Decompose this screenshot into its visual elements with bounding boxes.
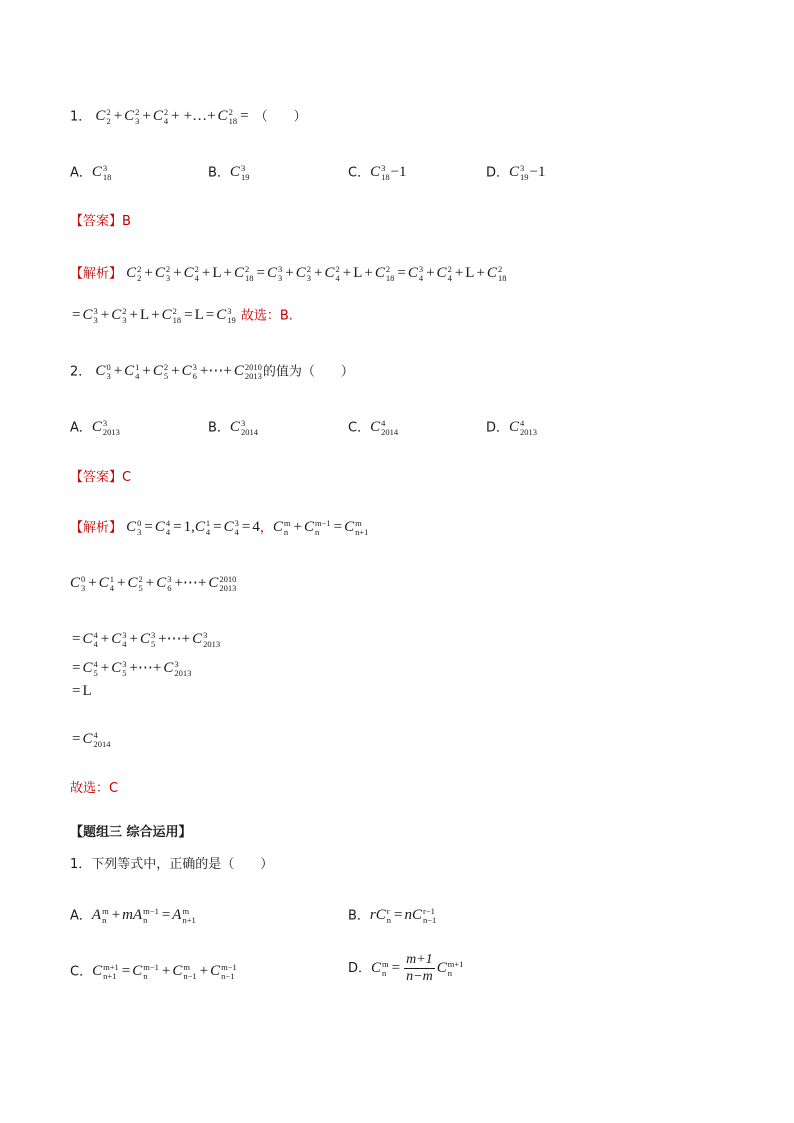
q3-text: 下列等式中，正确的是（ ）	[91, 857, 274, 872]
q2-analysis-line1	[70, 519, 369, 537]
q2-option-d[interactable]: D．C 4 2013	[486, 418, 538, 437]
answer-value: C	[122, 470, 132, 485]
q1-line	[70, 108, 307, 126]
q1-number: 1．	[70, 109, 92, 125]
section-title: 【题组三 综合运用】	[70, 825, 192, 840]
q1-conclusion: 故选：B.	[240, 308, 293, 324]
q2-answer	[70, 471, 131, 484]
q2-analysis-formula1: C 0 3 = C 4 4 = 1,C 1 4 = C 3 4 = 4	[126, 518, 260, 537]
q2-formula: C 0 3 + C 1 4 + C 2 5 + C 3 6 +⋯+ C 2010 2013	[95, 362, 262, 381]
q1-formula: C 2 2 + C 2 3 + C 2 4 + +…+ C 2 18 =	[95, 107, 249, 126]
q2-conclusion: 故选：C	[70, 781, 119, 796]
q2-suffix: 的值为（ ）	[262, 364, 354, 380]
q1-answer	[70, 215, 131, 228]
q2-number: 2．	[70, 364, 92, 380]
q2-analysis-line5: = L	[72, 683, 92, 699]
q1-option-a[interactable]: A．C 3 18	[70, 163, 112, 182]
answer-tag: 【答案】	[70, 470, 123, 485]
q2-option-b[interactable]: B．C 3 2014	[208, 418, 258, 437]
q3-option-d[interactable]: D．C m n = $\frac{m+1}{n-m}$ C m+1 n	[348, 952, 464, 984]
q3-number: 1．	[70, 857, 92, 872]
analysis-tag: 【解析】	[70, 520, 123, 536]
q3-line	[70, 858, 273, 871]
q2-analysis-identity: C m n + C m−1 n = C m n+1	[272, 518, 369, 537]
q2-analysis-line3: = C 4 4 + C 3 4 + C 3 5 +⋯+ C 3 2013	[72, 630, 221, 649]
analysis-tag: 【解析】	[70, 266, 123, 282]
q1-analysis-line2	[70, 307, 293, 325]
q2-line	[70, 363, 354, 381]
q1-analysis-formula1: C 2 2 + C 2 3 + C 2 4 + L + C 2 18 = C 3 3 + C 2 3 + C 2 4 + L + C 2 18 = C 3 4 + C 2 4 + L + C 2 18	[126, 264, 507, 283]
q3-option-a[interactable]: A．A m n + mA m−1 n = A m n+1	[70, 906, 196, 925]
q3-option-b[interactable]: B．rC r n = nC r−1 n−1	[348, 906, 437, 925]
answer-value: B	[122, 214, 131, 229]
q1-option-b[interactable]: B．C 3 19	[208, 163, 250, 182]
q2-option-c[interactable]: C．C 4 2014	[348, 418, 399, 437]
q1-option-d[interactable]: D．C 3 19 −1	[486, 163, 546, 182]
q2-analysis-line2: C 0 3 + C 1 4 + C 2 5 + C 3 6 +⋯+ C 2010 2013	[70, 574, 237, 593]
comma: ，	[259, 520, 273, 536]
q2-analysis-line6: = C 4 2014	[72, 730, 111, 749]
q2-option-a[interactable]: A．C 3 2013	[70, 418, 120, 437]
q1-option-c[interactable]: C．C 3 18 −1	[348, 163, 407, 182]
q2-analysis-line4: = C 4 5 + C 3 5 +⋯+ C 3 2013	[72, 659, 192, 678]
q1-paren: （ ）	[254, 109, 307, 125]
answer-tag: 【答案】	[70, 214, 123, 229]
q3-option-c[interactable]: C．C m+1 n+1 = C m−1 n + C m n−1 + C m−1 n−1	[70, 962, 237, 981]
q1-analysis-line1	[70, 265, 507, 283]
q1-analysis-formula2: = C 3 3 + C 2 3 + L + C 2 18 = L = C 3 19	[72, 306, 236, 325]
